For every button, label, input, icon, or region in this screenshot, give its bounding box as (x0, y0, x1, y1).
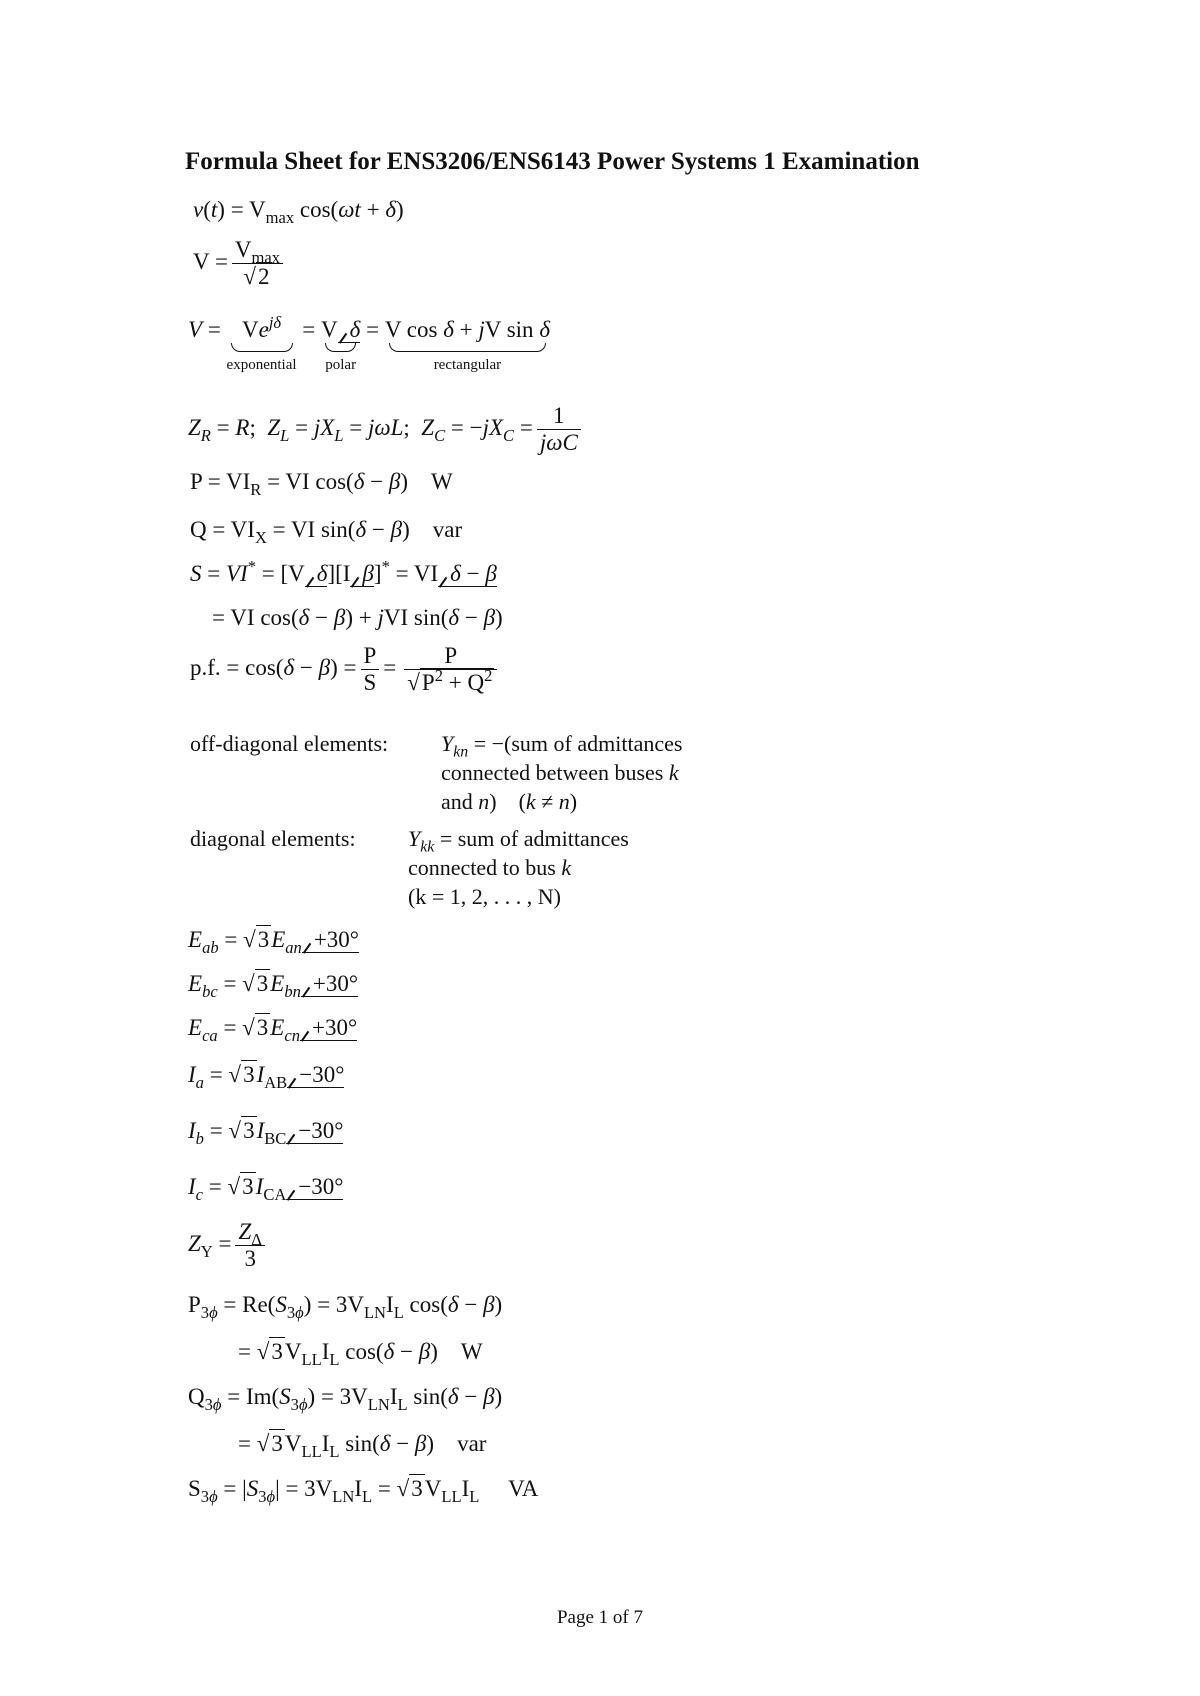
unit-va: VA (508, 1476, 539, 1501)
label-polar: polar (325, 357, 357, 373)
eq-complex-power: S = VI* = [V δ][I β]* = VI δ − β (190, 556, 497, 586)
eq-s3phase: $S_{3\phi} = |S_{3\phi}| = 3V_{LN}I_L = √3V_{LL}I_L$ VA (188, 1476, 539, 1506)
eq-phasor-forms: V = $Ve^{j\delta}$ exponential = V δ polar = V cos δ + jV sin δ rectangular (188, 312, 551, 373)
label-exponential: exponential (226, 357, 297, 373)
eq-reactive-power: $Q = VI_X$ = VI sin(δ − β) var (190, 517, 463, 547)
eq-ic: $I_c = √3I_{CA} -30^\circ$ (188, 1174, 344, 1204)
unit-watt: W (431, 469, 453, 494)
eq-zy: $Z_Y$ = $\frac{Z_\Delta}{3}$ (188, 1219, 269, 1273)
eq-ebc: $E_{bc} = √3E_{bn} +30^\circ$ (188, 971, 359, 1001)
diagonal-label: diagonal elements: (190, 826, 356, 851)
eq-real-power: $P = VI_R$ = VI cos(δ − β) W (190, 469, 453, 499)
brace-exponential: $Ve^{j\delta}$ exponential (226, 312, 297, 373)
off-diagonal-label: off-diagonal elements: (190, 731, 389, 756)
eq-ib: $I_b = √3I_{BC} -30^\circ$ (188, 1118, 344, 1148)
page-footer: Page 1 of 7 (556, 1607, 643, 1628)
eq-p3phase: $P_{3\phi} = Re(S_{3\phi}) = 3V_{LN}I_L$ cos(δ − β) (188, 1292, 503, 1322)
diagonal-text-3: (k = 1, 2, . . . , N) (408, 884, 561, 909)
unit-var: var (432, 517, 463, 542)
label-rectangular: rectangular (433, 357, 502, 373)
off-diagonal-text-1: (sum of admittances (504, 731, 683, 756)
brace-polar: V δ polar (321, 317, 361, 373)
diagonal-definition: $Y_{kk}$ = sum of admittances connected to bus k (k = 1, 2, . . . , N) (408, 826, 629, 909)
eq-q3phase-ll: = $√3V_{LL}I_L$ sin(δ − β) var (238, 1431, 487, 1461)
eq-rms-voltage: V = $\frac{V_{max}}{√2}$ (193, 237, 287, 291)
eq-complex-power-rect: = VI cos(δ − β) + jVI sin(δ − β) (212, 605, 503, 630)
eq-ia: $I_a = √3I_{AB} -30^\circ$ (188, 1062, 345, 1092)
off-diagonal-text-2: connected between buses (441, 760, 664, 785)
eq-eca: $E_{ca} = √3E_{cn} +30^\circ$ (188, 1015, 358, 1045)
diagonal-text-2: connected to bus (408, 855, 556, 880)
diagonal-text-1: sum of admittances (457, 826, 629, 851)
eq-q3phase: $Q_{3\phi} = Im(S_{3\phi}) = 3V_{LN}I_L$ sin(δ − β) (188, 1384, 503, 1414)
page-title: Formula Sheet for ENS3206/ENS6143 Power Systems 1 Examination (185, 148, 920, 175)
eq-eab: $E_{ab} = √3E_{an} +30^\circ$ (188, 927, 359, 957)
off-diagonal-text-3: and (441, 789, 473, 814)
eq-power-factor: p.f. = cos(δ − β) = $\frac{P}{S}$ = $\frac{P}{√P^2 + Q^2}$ (190, 643, 501, 697)
eq-impedances: $Z_R = R$; $Z_L = jX_L = j\omega L$; $Z_C = -jX_C$ = $\frac{1}{\text{jωC}}$ (188, 403, 585, 457)
unit-watt-3phase: W (460, 1339, 483, 1364)
eq-p3phase-ll: = $√3V_{LL}I_L$ cos(δ − β) W (238, 1339, 483, 1369)
off-diagonal-definition: $Y_{kn} = -(sum$ of admittances connected between buses k and n) (k ≠ n) (441, 731, 683, 814)
eq-instantaneous-voltage: $v(t) = V_{max}$ cos(ωt + δ) (193, 197, 404, 227)
unit-var-3phase: var (457, 1431, 487, 1456)
brace-rectangular: V cos δ + jV sin δ rectangular (384, 317, 551, 373)
